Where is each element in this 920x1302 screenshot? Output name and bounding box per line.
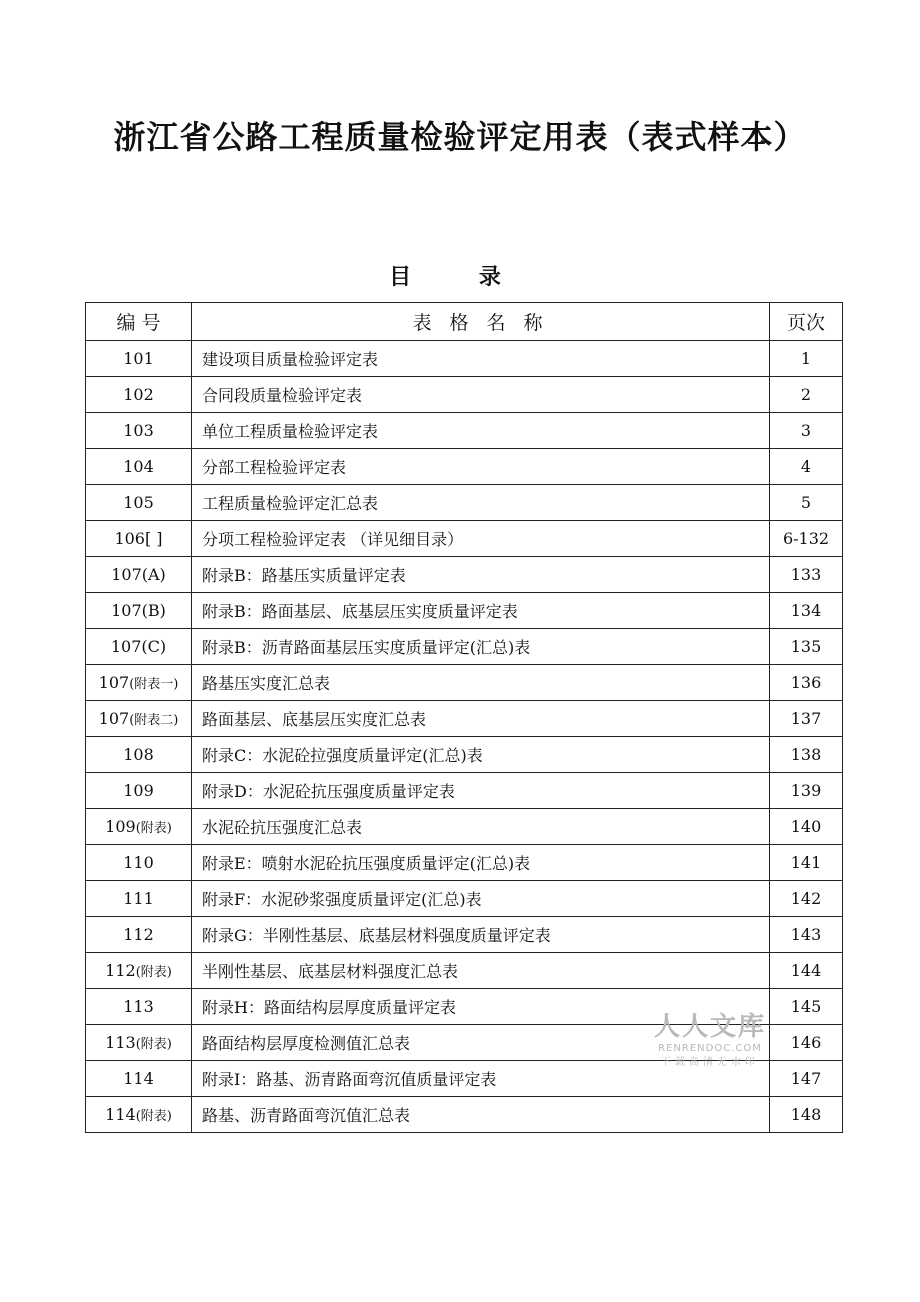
table-row [86, 953, 843, 989]
watermark-url: RENRENDOC.COM [658, 1043, 762, 1054]
row-name: 附录I：路基、沥青路面弯沉值质量评定表 [192, 1061, 770, 1097]
row-name: 附录B：沥青路面基层压实度质量评定(汇总)表 [192, 629, 770, 665]
table-row [86, 1097, 843, 1133]
watermark-brand: 人人文库 [653, 1012, 766, 1042]
row-code: 101 [86, 341, 192, 377]
row-page: 137 [770, 701, 843, 737]
row-page: 133 [770, 557, 843, 593]
table-row [86, 773, 843, 809]
row-name: 工程质量检验评定汇总表 [192, 485, 770, 521]
row-code: 110 [86, 845, 192, 881]
row-code: 103 [86, 413, 192, 449]
row-page: 5 [770, 485, 843, 521]
table-row [86, 629, 843, 665]
watermark-tagline: 下载高清无水印 [661, 1057, 759, 1068]
table-row [86, 341, 843, 377]
row-name: 分项工程检验评定表 （详见细目录） [192, 521, 770, 557]
row-page: 147 [770, 1061, 843, 1097]
row-code: 107(C) [86, 629, 192, 665]
row-name: 半刚性基层、底基层材料强度汇总表 [192, 953, 770, 989]
row-code: 113(附表) [86, 1025, 192, 1061]
row-code: 113 [86, 989, 192, 1025]
row-page: 134 [770, 593, 843, 629]
row-code: 108 [86, 737, 192, 773]
row-name: 路面基层、底基层压实度汇总表 [192, 701, 770, 737]
row-page: 144 [770, 953, 843, 989]
table-row [86, 701, 843, 737]
row-name: 分部工程检验评定表 [192, 449, 770, 485]
table-row [86, 917, 843, 953]
row-code: 104 [86, 449, 192, 485]
row-name: 合同段质量检验评定表 [192, 377, 770, 413]
row-code: 112(附表) [86, 953, 192, 989]
row-page: 2 [770, 377, 843, 413]
row-name: 附录G：半刚性基层、底基层材料强度质量评定表 [192, 917, 770, 953]
row-page: 3 [770, 413, 843, 449]
toc-heading: 目 录 [389, 265, 531, 290]
row-name: 附录H：路面结构层厚度质量评定表 [192, 989, 770, 1025]
row-code: 112 [86, 917, 192, 953]
row-name: 单位工程质量检验评定表 [192, 413, 770, 449]
table-row [86, 449, 843, 485]
table-row [86, 737, 843, 773]
row-page: 142 [770, 881, 843, 917]
row-page: 145 [770, 989, 843, 1025]
table-row [86, 485, 843, 521]
row-page: 6-132 [770, 521, 843, 557]
header-code: 编 号 [86, 303, 192, 341]
row-page: 146 [770, 1025, 843, 1061]
header-name: 表 格 名 称 [192, 303, 770, 341]
row-code: 109 [86, 773, 192, 809]
row-code: 106[ ] [86, 521, 192, 557]
row-name: 附录B：路面基层、底基层压实度质量评定表 [192, 593, 770, 629]
row-code: 107(A) [86, 557, 192, 593]
row-code: 107(附表一) [86, 665, 192, 701]
row-code: 109(附表) [86, 809, 192, 845]
row-code: 102 [86, 377, 192, 413]
row-code: 111 [86, 881, 192, 917]
table-row [86, 413, 843, 449]
row-code: 107(B) [86, 593, 192, 629]
row-page: 4 [770, 449, 843, 485]
row-page: 141 [770, 845, 843, 881]
row-name: 路基压实度汇总表 [192, 665, 770, 701]
row-name: 路基、沥青路面弯沉值汇总表 [192, 1097, 770, 1133]
row-name: 附录F：水泥砂浆强度质量评定(汇总)表 [192, 881, 770, 917]
row-name: 建设项目质量检验评定表 [192, 341, 770, 377]
table-row [86, 521, 843, 557]
row-page: 138 [770, 737, 843, 773]
row-code: 105 [86, 485, 192, 521]
row-page: 1 [770, 341, 843, 377]
row-page: 139 [770, 773, 843, 809]
row-name: 附录B：路基压实质量评定表 [192, 557, 770, 593]
header-page: 页次 [770, 303, 843, 341]
row-name: 附录D：水泥砼抗压强度质量评定表 [192, 773, 770, 809]
table-row [86, 809, 843, 845]
row-name: 附录C：水泥砼拉强度质量评定(汇总)表 [192, 737, 770, 773]
row-code: 114(附表) [86, 1097, 192, 1133]
row-page: 140 [770, 809, 843, 845]
table-row [86, 881, 843, 917]
table-row [86, 665, 843, 701]
row-page: 136 [770, 665, 843, 701]
row-page: 148 [770, 1097, 843, 1133]
row-name: 水泥砼抗压强度汇总表 [192, 809, 770, 845]
table-row [86, 377, 843, 413]
row-page: 135 [770, 629, 843, 665]
row-code: 107(附表二) [86, 701, 192, 737]
row-name: 路面结构层厚度检测值汇总表 [192, 1025, 770, 1061]
row-code: 114 [86, 1061, 192, 1097]
row-page: 143 [770, 917, 843, 953]
toc-table [85, 302, 843, 1133]
table-row [86, 845, 843, 881]
table-row [86, 593, 843, 629]
table-header-row [86, 303, 843, 341]
document-title: 浙江省公路工程质量检验评定用表（表式样本） [113, 118, 807, 156]
watermark-logo [640, 1012, 780, 1070]
row-name: 附录E：喷射水泥砼抗压强度质量评定(汇总)表 [192, 845, 770, 881]
table-row [86, 557, 843, 593]
